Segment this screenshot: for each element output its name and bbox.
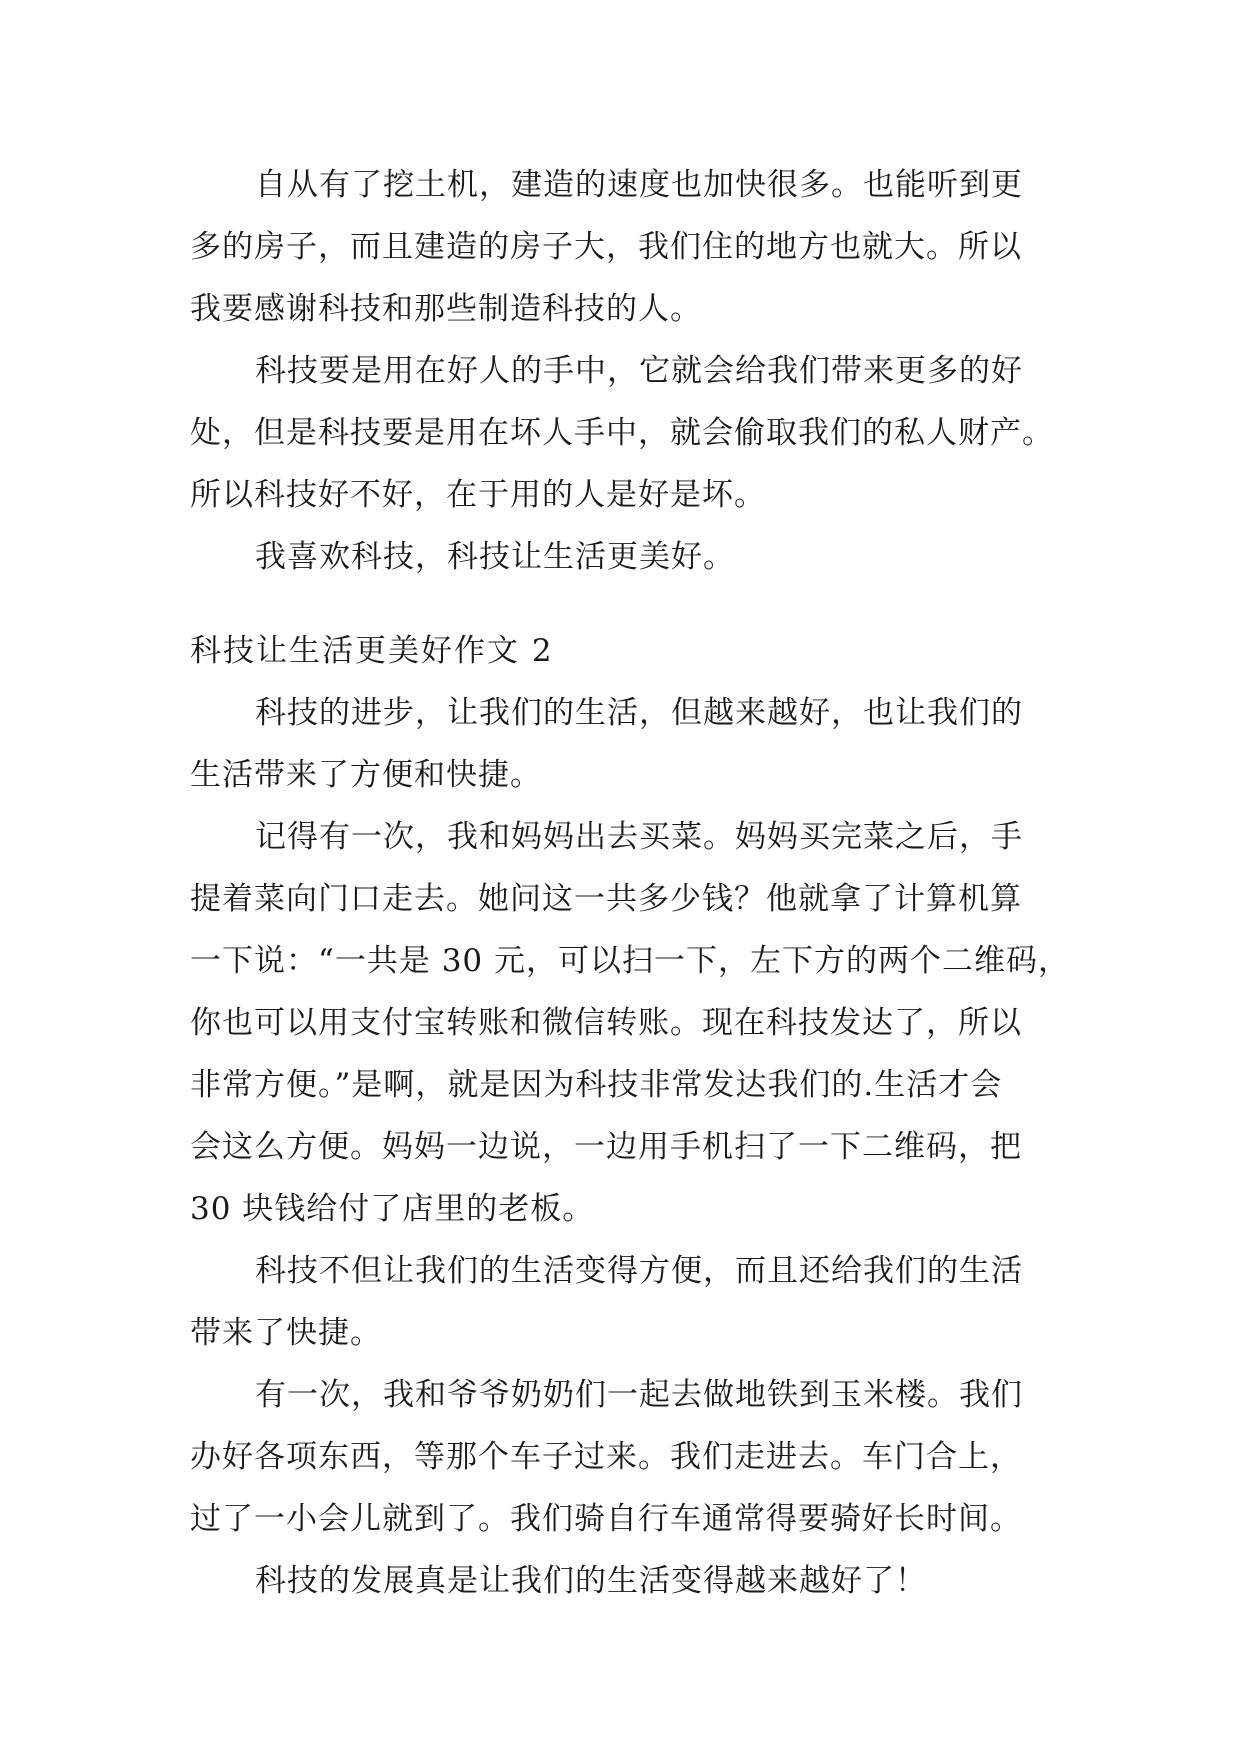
paragraph-line: 办好各项东西，等那个车子过来。我们走进去。车门合上， [190,1439,1022,1475]
paragraph-line: 会这么方便。妈妈一边说，一边用手机扫了一下二维码，把 [190,1129,1022,1165]
section-heading: 科技让生活更美好作文 2 [190,633,554,669]
paragraph-line: 科技的发展真是让我们的生活变得越来越好了！ [255,1563,927,1599]
paragraph-line: 提着菜向门口走去。她问这一共多少钱？他就拿了计算机算 [190,881,1022,917]
paragraph-line: 有一次，我和爷爷奶奶们一起去做地铁到玉米楼。我们 [255,1377,1023,1413]
paragraph-line: 过了一小会儿就到了。我们骑自行车通常得要骑好长时间。 [190,1501,1022,1537]
paragraph-line: 一下说：“一共是 30 元，可以扫一下，左下方的两个二维码， [190,943,1070,979]
paragraph-line: 多的房子，而且建造的房子大，我们住的地方也就大。所以 [190,229,1022,265]
paragraph-line: 带来了快捷。 [190,1315,382,1351]
paragraph-line: 科技不但让我们的生活变得方便，而且还给我们的生活 [255,1253,1023,1289]
paragraph-line: 自从有了挖土机，建造的速度也加快很多。也能听到更 [255,167,1023,203]
paragraph-line: 你也可以用支付宝转账和微信转账。现在科技发达了，所以 [190,1005,1022,1041]
paragraph-line: 生活带来了方便和快捷。 [190,757,542,793]
paragraph-line: 我要感谢科技和那些制造科技的人。 [190,291,702,327]
paragraph-line: 处，但是科技要是用在坏人手中，就会偷取我们的私人财产。 [190,415,1054,451]
paragraph-line: 所以科技好不好，在于用的人是好是坏。 [190,477,766,513]
paragraph-line: 科技的进步，让我们的生活，但越来越好，也让我们的 [255,695,1023,731]
paragraph-line: 非常方便。”是啊，就是因为科技非常发达我们的.生活才会 [190,1067,1003,1103]
paragraph-line: 记得有一次，我和妈妈出去买菜。妈妈买完菜之后，手 [255,819,1023,855]
paragraph-line: 30 块钱给付了店里的老板。 [190,1191,595,1227]
paragraph-line: 科技要是用在好人的手中，它就会给我们带来更多的好 [255,353,1023,389]
paragraph-line: 我喜欢科技，科技让生活更美好。 [255,539,735,575]
